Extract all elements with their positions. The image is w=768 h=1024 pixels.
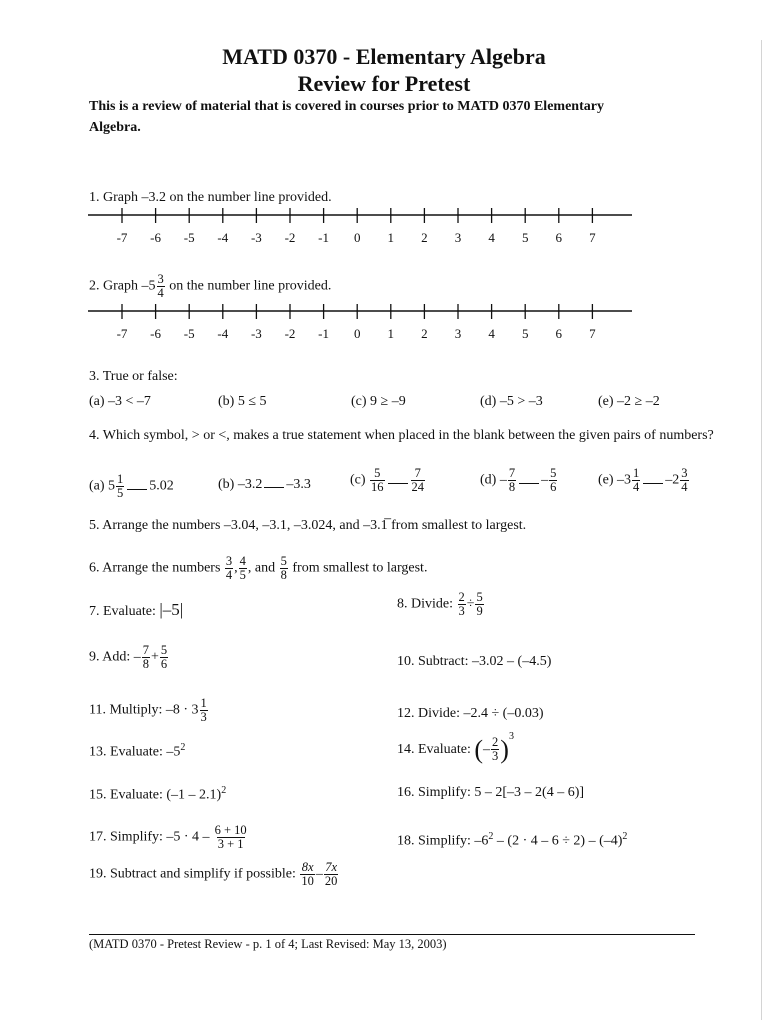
q4d-fraction-1 [508,467,516,494]
tick-label: -6 [150,230,162,245]
q19-label: 19. Subtract and simplify if possible: [89,866,300,882]
q8-label: 8. Divide: [397,596,457,612]
tick-label: 0 [353,230,361,245]
question-3: 3. True or false: [89,369,178,384]
q6-den3: 8 [280,568,287,582]
tick-label: -7 [116,230,128,245]
q19-fraction-2 [324,861,339,888]
q6-prefix: 6. Arrange the numbers [89,560,224,576]
question-13 [89,743,185,760]
q4a-right: 5.02 [149,478,174,494]
tick-label: 3 [454,326,462,341]
q18-exp2: 2 [622,831,628,842]
q9-den1: 8 [142,657,149,671]
tick-label: -5 [183,230,195,245]
tick-label: 2 [421,230,428,245]
tick-label: -6 [150,326,162,341]
q14-num: 2 [492,735,499,750]
q19-fraction-1 [300,861,315,888]
question-14 [397,732,514,763]
tick-label: -3 [250,230,262,245]
q9-den2: 6 [160,657,168,671]
q4-part-d [480,467,558,494]
tick-label: -3 [250,326,262,341]
question-4: 4. Which symbol, > or <, makes a true statement when placed in the blank between the given pairs of numbers? [89,428,714,443]
question-8 [397,591,485,618]
question-2-prefix: 2. Graph –5 [89,278,156,294]
q7-value: |–5| [159,600,184,619]
scan-edge-line [761,40,762,1020]
q4d-fraction-2 [549,467,557,494]
q4d-den2: 6 [550,480,557,494]
q13-label: 13. Evaluate: –5 [89,744,181,760]
tick-label: 7 [589,326,596,341]
page-subtitle: Review for Pretest [297,71,471,96]
q3-part-a: (a) –3 < –7 [89,394,151,409]
tick-label: -7 [116,326,128,341]
tick-label: -1 [318,230,330,245]
q8-den1: 3 [458,604,465,618]
tick-label: 6 [555,326,563,341]
question-18 [397,832,627,849]
question-12: 12. Divide: –2.4 ÷ (–0.03) [397,706,544,721]
tick-label: 7 [589,230,596,245]
tick-label: -2 [284,230,296,245]
tick-label: 5 [521,326,529,341]
q6-and: , and [247,560,279,576]
q3-part-d: (d) –5 > –3 [480,394,543,409]
intro-text: This is a review of material that is covered in courses prior to MATD 0370 Elementary Algebra. [89,99,604,135]
tick-label: 3 [454,230,462,245]
q4a-den: 5 [117,486,124,500]
q9-fraction-1 [142,644,150,671]
q4c-label: (c) [350,472,366,488]
q19-den1: 10 [301,874,314,888]
footer-divider [89,934,695,935]
q4e-label: (e) –3 [598,472,632,488]
question-11 [89,697,209,724]
q4-part-b [218,478,311,492]
q19-op: – [315,866,323,882]
q4c-num2: 7 [414,466,421,480]
q4d-blank[interactable] [519,483,539,484]
q4-part-c [350,467,426,494]
q8-num2: 5 [476,590,483,604]
q4c-blank[interactable] [388,483,408,484]
q6-num1: 3 [225,554,233,568]
q6-den2: 5 [239,568,246,582]
q3-part-b: (b) 5 ≤ 5 [218,394,267,409]
q8-fraction-2 [475,591,483,618]
number-line-2-labels [88,326,636,342]
q4d-num2: 5 [550,466,557,480]
tick-label: -4 [217,230,229,245]
q4e-den2: 4 [681,480,688,494]
question-17 [89,824,249,851]
q14-exponent: 3 [508,731,514,742]
q8-fraction-1 [458,591,466,618]
q7-label: 7. Evaluate: [89,604,160,619]
tick-label: -5 [183,326,195,341]
q18-label: 18. Simplify: –6 [397,833,489,849]
q18-exp1: 2 [488,831,494,842]
q14-fraction [491,736,499,763]
q2-denominator: 4 [157,286,164,300]
q19-den2: 20 [324,874,338,888]
tick-label: 0 [353,326,361,341]
q4a-blank[interactable] [127,489,147,490]
question-1: 1. Graph –3.2 on the number line provided. [89,190,332,205]
q4e-mid: –2 [665,472,680,488]
q4-part-a [89,473,174,500]
question-16: 16. Simplify: 5 – 2[–3 – 2(4 – 6)] [397,785,585,800]
q14-minus: – [483,742,491,757]
q4a-num: 1 [117,472,124,486]
q14-close-paren: ) [500,734,509,764]
q4c-fraction-2 [411,467,426,494]
question-9 [89,644,169,671]
q4c-num1: 5 [374,466,381,480]
q4b-right: –3.3 [286,477,311,492]
q4e-fraction-1 [632,467,640,494]
q3-part-c: (c) 9 ≥ –9 [351,394,406,409]
q4d-num1: 7 [508,466,516,480]
q4b-blank[interactable] [264,487,284,488]
q15-label: 15. Evaluate: (–1 – 2.1) [89,787,222,803]
q4e-num2: 3 [681,466,688,480]
q4a-fraction [116,473,124,500]
q11-label: 11. Multiply: –8 · 3 [89,702,199,718]
tick-label: 2 [421,326,428,341]
q4b-left: (b) –3.2 [218,477,263,492]
q4e-fraction-2 [680,467,688,494]
q8-den2: 9 [476,604,483,618]
q2-fraction [157,273,165,300]
q4c-den2: 24 [411,480,425,494]
q15-exponent: 2 [221,785,227,796]
q14-label: 14. Evaluate: [397,742,475,757]
tick-label: -2 [284,326,296,341]
q6-fraction-2 [239,555,247,582]
q4e-blank[interactable] [643,483,663,484]
tick-label: -4 [217,326,229,341]
q13-exponent: 2 [180,742,186,753]
question-10: 10. Subtract: –3.02 – (–4.5) [397,654,552,669]
tick-label: 4 [488,230,495,245]
number-line-2[interactable] [88,302,636,324]
q9-fraction-2 [160,644,168,671]
question-19 [89,861,339,888]
q6-num2: 4 [239,554,246,568]
tick-label: 1 [387,326,395,341]
tick-label: 1 [387,230,395,245]
q3-part-e: (e) –2 ≥ –2 [598,394,660,409]
q6-num3: 5 [280,554,287,568]
q17-fraction [214,824,248,851]
q11-den: 3 [200,710,207,724]
q9-op: + [150,649,159,665]
q11-num: 1 [200,696,207,710]
tick-label: -1 [318,326,330,341]
q2-numerator: 3 [157,272,164,286]
tick-label: 4 [488,326,495,341]
q17-label: 17. Simplify: –5 · 4 – [89,829,210,845]
question-15 [89,786,226,803]
q9-label: 9. Add: – [89,649,141,665]
q9-num1: 7 [142,643,149,657]
q4d-label: (d) – [480,472,507,488]
q8-num1: 2 [458,590,465,604]
footer-text: (MATD 0370 - Pretest Review - p. 1 of 4; Last Revised: May 13, 2003) [89,937,447,951]
q19-num1: 8x [301,860,314,874]
number-line-1-labels [88,230,636,246]
q4a-label: (a) 5 [89,478,116,494]
q4c-fraction-1 [370,467,385,494]
page-title: MATD 0370 - Elementary Algebra [222,44,546,69]
q6-suffix: from smallest to largest. [288,560,428,576]
question-5: 5. Arrange the numbers –3.04, –3.1, –3.024, and –3.1̅ from smallest to largest. [89,518,527,533]
number-line-1[interactable] [88,206,636,228]
q6-fraction-1 [225,555,233,582]
q17-den: 3 + 1 [217,837,244,851]
question-6: 6. Arrange the numbers $\frac{3}{4}$ , $\frac{4}{5}$ , and $\frac{5}{8}$ from smallest to largest. [89,554,428,582]
question-2 [89,273,331,300]
q9-num2: 5 [160,643,168,657]
q14-open-paren: ( [474,734,484,764]
q6-fraction-3 [280,555,288,582]
question-2-suffix: on the number line provided. [165,278,332,294]
q4d-minus: – [541,472,549,488]
q19-num2: 7x [325,860,338,874]
q4e-den1: 4 [633,480,640,494]
q4d-den1: 8 [508,480,516,494]
q8-op: ÷ [466,596,475,612]
q17-num: 6 + 10 [214,823,247,837]
question-7 [89,601,183,619]
q11-fraction [200,697,208,724]
q18-middle: – (2 · 4 – 6 ÷ 2) – (–4) [493,833,623,849]
tick-label: 6 [555,230,563,245]
q4e-num1: 1 [633,466,640,480]
q4c-den1: 16 [371,480,384,494]
q6-den1: 4 [225,568,233,582]
q4-part-e [598,467,690,494]
tick-label: 5 [521,230,529,245]
q14-den: 3 [492,749,499,764]
